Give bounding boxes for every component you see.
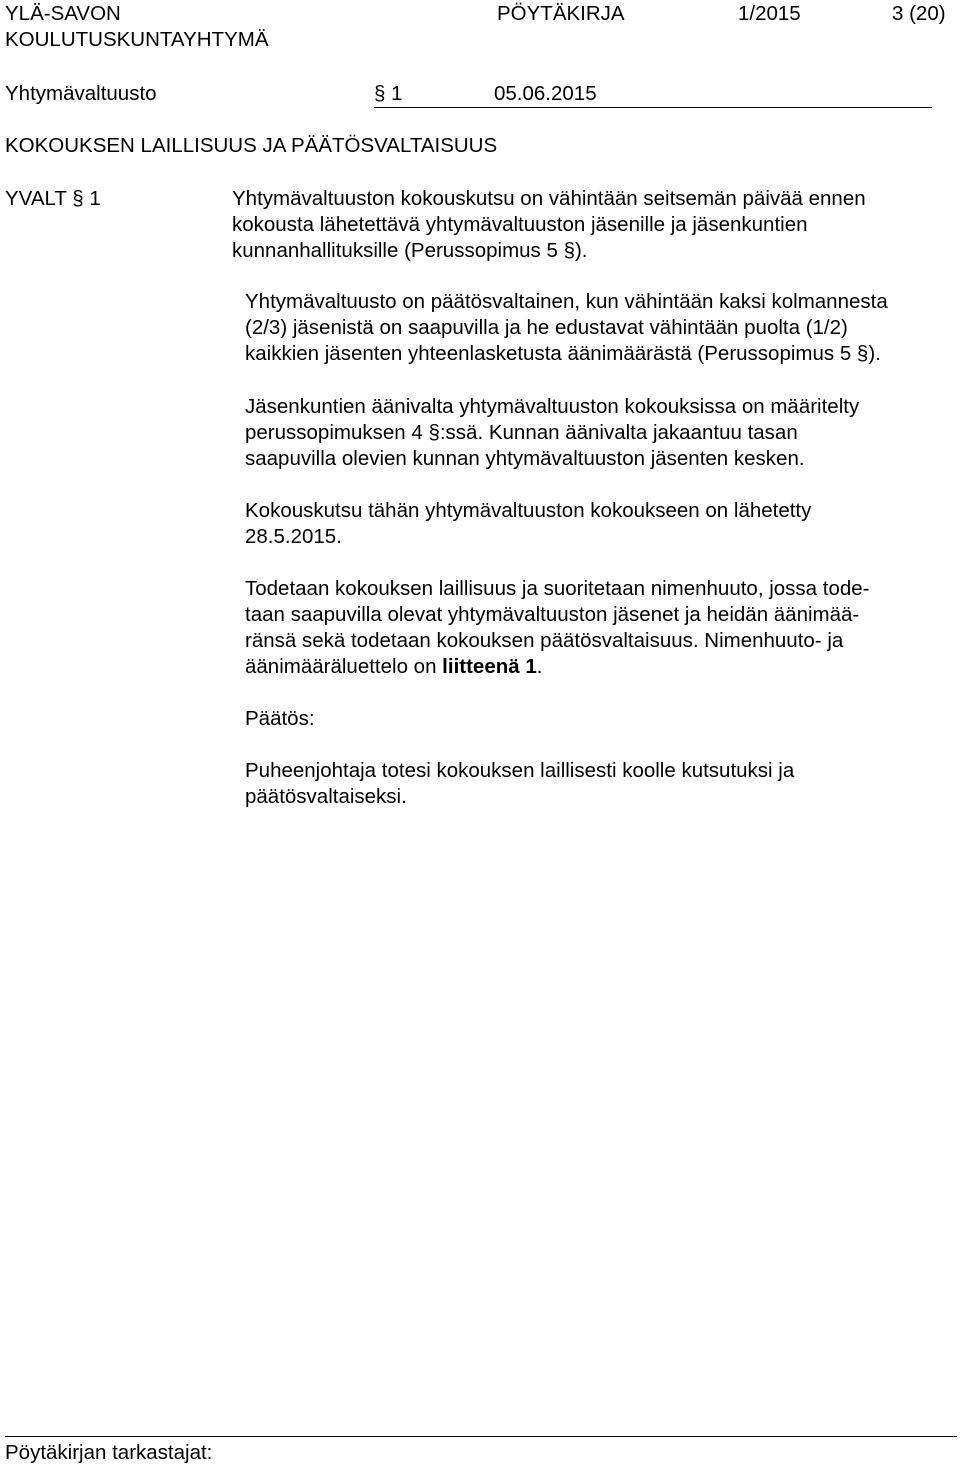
text-line: ränsä sekä todetaan kokouksen päätösvaltaisuus. Nimenhuuto- ja [245,629,844,652]
meeting-body-name: Yhtymävaltuusto [5,82,157,105]
page-number: 3 (20) [892,2,946,25]
text-line: Kokouskutsu tähän yhtymävaltuuston kokoukseen on lähetetty [245,499,812,522]
document-number: 1/2015 [738,2,801,25]
organization-name-line1: YLÄ-SAVON [5,2,121,25]
section-reference: § 1 [374,82,403,105]
footer-label: Pöytäkirjan tarkastajat: [5,1441,213,1464]
text-line: Yhtymävaltuusto on päätösvaltainen, kun vähintään kaksi kolmannesta [245,290,888,313]
decision-label: Päätös: [245,707,315,730]
text-line: Todetaan kokouksen laillisuus ja suoritetaan nimenhuuto, jossa tode- [245,577,870,600]
text-line [245,654,945,680]
paragraph-roll-call [245,576,945,680]
meeting-date: 05.06.2015 [494,82,597,105]
text-line: päätösvaltaiseksi. [245,785,407,808]
text-line: (2/3) jäsenistä on saapuvilla ja he edustavat vähintään puolta (1/2) [245,316,848,339]
text-line: kunnanhallituksille (Perussopimus 5 §). [232,239,588,262]
footer-rule [5,1436,957,1437]
text-line: kokousta lähetettävä yhtymävaltuuston jäsenille ja jäsenkuntien [232,213,808,236]
text-line: taan saapuvilla olevat yhtymävaltuuston jäsenet ja heidän äänimää- [245,603,860,626]
decision-text [245,758,945,810]
section-title: KOKOUKSEN LAILLISUUS JA PÄÄTÖSVALTAISUUS [5,134,498,157]
text-fragment: . [536,655,543,678]
text-line: perussopimuksen 4 §:ssä. Kunnan äänivalta jakaantuu tasan [245,421,798,444]
paragraph-invitation [232,186,947,264]
attachment-reference: liitteenä 1 [442,655,537,678]
document-type: PÖYTÄKIRJA [497,2,625,25]
paragraph-quorum [245,289,945,367]
organization-name-line2: KOULUTUSKUNTAYHTYMÄ [5,28,269,51]
paragraph-voting-power [245,394,945,472]
text-fragment: äänimääräluettelo on [245,655,437,678]
text-line: Yhtymävaltuuston kokouskutsu on vähintään seitsemän päivää ennen [232,187,866,210]
paragraph-invitation-sent [245,498,945,550]
text-line: saapuvilla olevien kunnan yhtymävaltuuston jäsenten kesken. [245,447,805,470]
text-line: 28.5.2015. [245,525,342,548]
text-line: kaikkien jäsenten yhteenlasketusta äänimäärästä (Perussopimus 5 §). [245,342,881,365]
section-label: YVALT § 1 [5,187,101,210]
text-line: Jäsenkuntien äänivalta yhtymävaltuuston kokouksissa on määritelty [245,395,860,418]
header-rule [374,107,932,108]
text-line: Puheenjohtaja totesi kokouksen laillisesti koolle kutsutuksi ja [245,759,795,782]
